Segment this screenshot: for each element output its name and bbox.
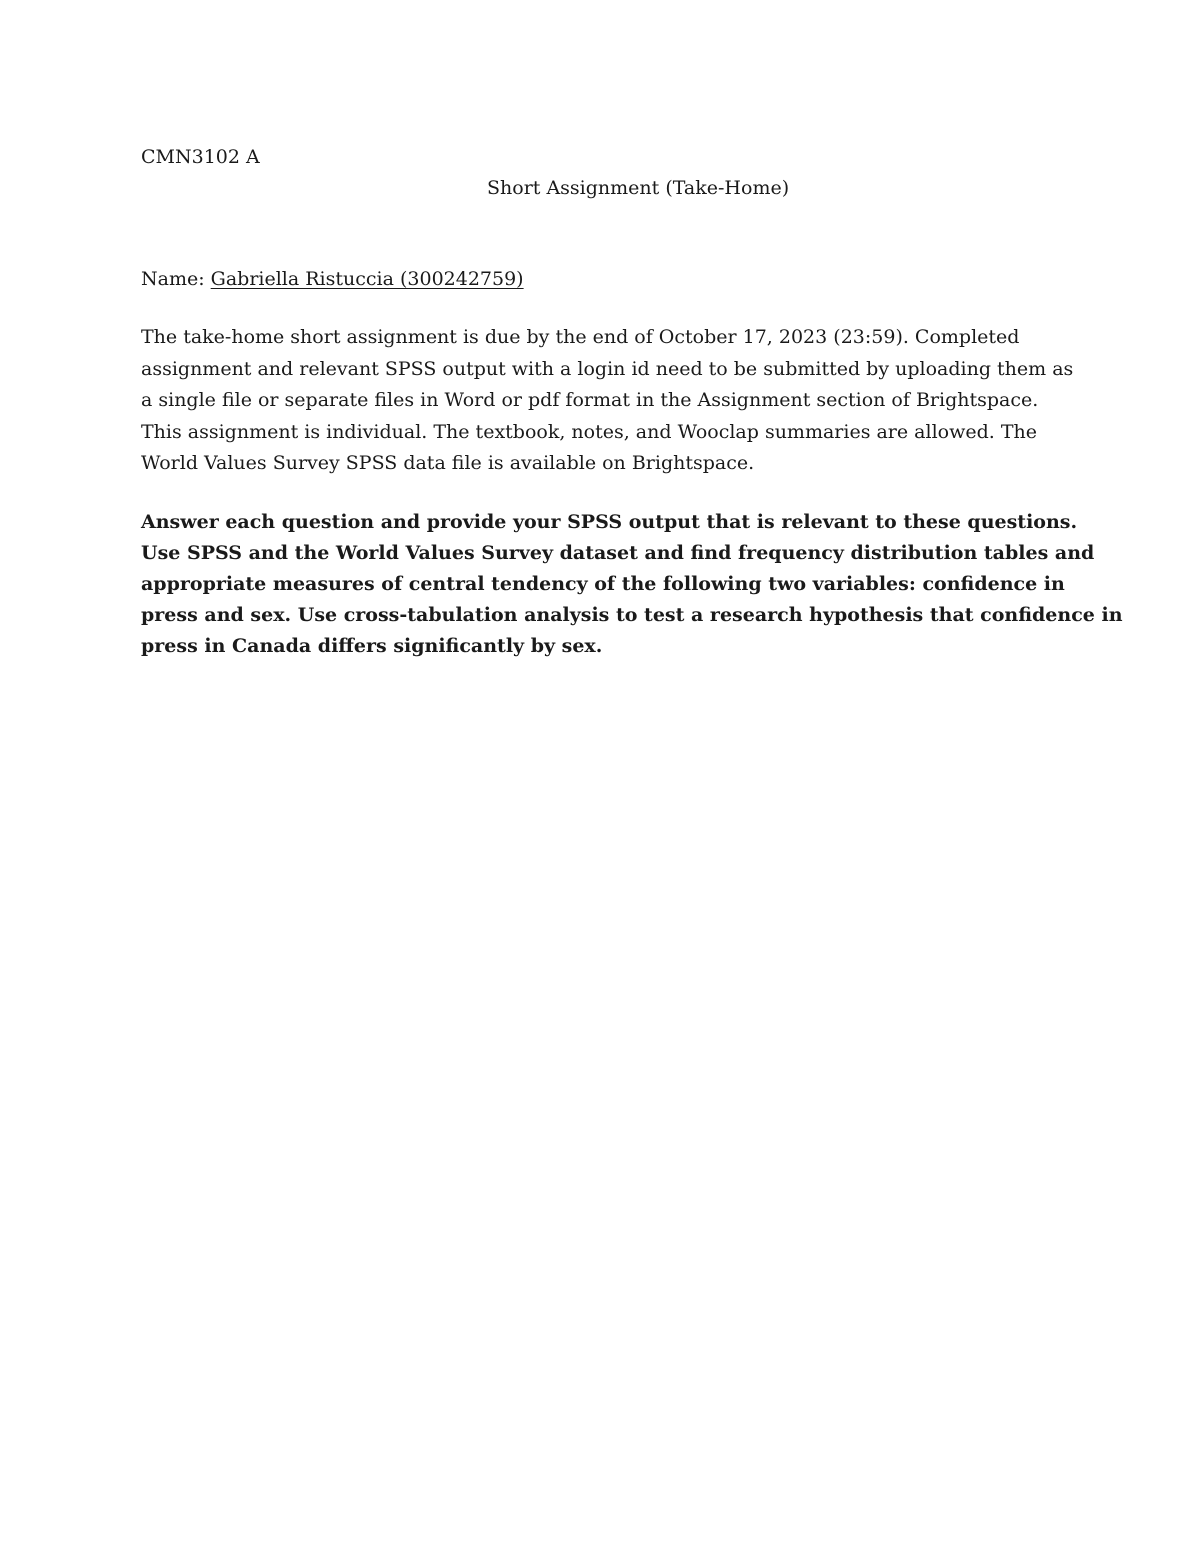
task-line: press and sex. Use cross-tabulation analysis to test a research hypothesis that confidence in xyxy=(141,604,1123,626)
task-line: press in Canada differs significantly by sex. xyxy=(141,635,603,657)
instructions-line: a single file or separate files in Word or pdf format in the Assignment section of Brightspace. xyxy=(141,389,1039,412)
student-name-line xyxy=(141,267,524,291)
task-line: appropriate measures of central tendency of the following two variables: confidence in xyxy=(141,573,1065,595)
student-name: Gabriella Ristuccia (300242759) xyxy=(210,268,524,290)
task-line: Answer each question and provide your SPSS output that is relevant to these questions. xyxy=(141,511,1078,533)
task-paragraph xyxy=(141,507,1123,662)
instructions-line: This assignment is individual. The textbook, notes, and Wooclap summaries are allowed. The xyxy=(141,420,1037,443)
task-line: Use SPSS and the World Values Survey dataset and find frequency distribution tables and xyxy=(141,542,1095,564)
instructions-paragraph xyxy=(141,322,1074,480)
instructions-line: The take-home short assignment is due by the end of October 17, 2023 (23:59). Completed xyxy=(141,326,1020,348)
course-code: CMN3102 A xyxy=(141,146,260,168)
name-label: Name: xyxy=(141,268,211,290)
instructions-line: World Values Survey SPSS data file is available on Brightspace. xyxy=(141,452,755,475)
instructions-line: assignment and relevant SPSS output with a login id need to be submitted by uploading them as xyxy=(141,357,1074,380)
document-title: Short Assignment (Take-Home) xyxy=(487,177,790,199)
